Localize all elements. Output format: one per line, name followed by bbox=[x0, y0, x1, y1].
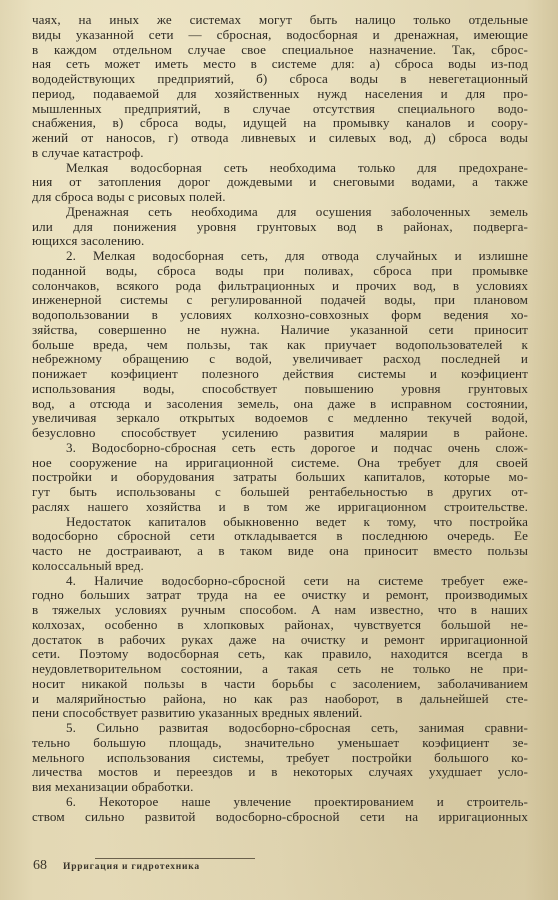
text-line: Дренажная сеть необходима для осушения заболоченных земель bbox=[66, 204, 528, 219]
text-line: использования воды, способствует повышению уровня грунтовых bbox=[32, 381, 528, 396]
text-line: ния от затопления дорог дождевыми и снеговыми водами, а также bbox=[32, 175, 528, 190]
text-line: поданной воды, сброса воды при поливах, сброса при промывке bbox=[32, 263, 528, 278]
text-line: ством сильно развитой водосборно-сбросной сети на ирригационных bbox=[32, 809, 528, 824]
text-line: неудовлетворительном состоянии, а такая сеть не только не при- bbox=[32, 662, 528, 676]
text-line: жений от наносов, г) отвода ливневых и силевых вод, д) сброса воды bbox=[32, 131, 528, 145]
text-line: водопользовании в условиях колхозно-совхозных форм ведения хо- bbox=[32, 308, 528, 322]
text-line: в каждом отдельном случае свое специальное назначение. Так, сброс- bbox=[32, 42, 528, 57]
text-line: мельного использования системы, требует постройки большого ко- bbox=[32, 750, 528, 765]
text-line: небрежному обращению с водой, увеличивает расход последней и bbox=[32, 352, 528, 367]
text-line: гут быть использованы с большей рентабельностью в других от- bbox=[32, 485, 528, 499]
text-line: ное сооружение на ирригационной системе. Она требует для своей bbox=[32, 455, 528, 470]
text-line: инженерной системы с регулированной подачей воды, при плановом bbox=[32, 293, 528, 308]
text-line: ная сеть может иметь место в системе для: а) сброса воды из-под bbox=[32, 57, 528, 72]
text-line: вододействующих предприятий, б) сброса воды в невегетационный bbox=[32, 72, 528, 86]
text-line: тельно большую площадь, значительно уменьшает коэфициент зе- bbox=[32, 735, 528, 750]
text-line: и малярийностью района, но как раз наоборот, в дальнейшей сте- bbox=[32, 691, 528, 706]
text-line: часто не достраивают, а в таком виде она приносит вместо пользы bbox=[32, 544, 528, 558]
footer-rule bbox=[95, 858, 255, 859]
text-line: колоссальный вред. bbox=[32, 558, 144, 573]
text-line: понижает коэфициент полезного действия системы и коэфициент bbox=[32, 367, 528, 381]
text-line: Недостаток капиталов обыкновенно ведет к тому, что постройка bbox=[66, 514, 528, 529]
text-line: водосборно сбросной сети откладывается в последнюю очередь. Ее bbox=[32, 529, 528, 544]
text-line: в случае катастроф. bbox=[32, 145, 144, 160]
text-line: безусловно способствует усилению развития малярии в районе. bbox=[32, 426, 528, 440]
text-line: мышленных предприятий, в случае отсутствия специального водо- bbox=[32, 101, 528, 116]
text-line: 5. Сильно развитая водосборно-сбросная сеть, занимая сравни- bbox=[66, 721, 528, 735]
text-line: снабжения, в) сброса воды, идущей на промывку каналов и соору- bbox=[32, 116, 528, 131]
page-footer bbox=[33, 858, 333, 878]
text-line: увеличивая зеркало открытых водоемов с медленно текучей водой, bbox=[32, 411, 528, 426]
text-line: достаток в рабочих руках даже на очистку и ремонт ирригационной bbox=[32, 632, 528, 647]
text-line: или для понижения уровня грунтовых вод в районах, подверга- bbox=[32, 219, 528, 234]
text-line: зяйства, совершенно не нужна. Наличие указанной сети приносит bbox=[32, 322, 528, 337]
text-line: 6. Некоторое наше увлечение проектированием и строитель- bbox=[66, 794, 528, 809]
footer-title: Ирригация и гидротехника bbox=[63, 862, 200, 872]
text-line: солончаков, всякого рода фильтрационных и прочих вод, в условиях bbox=[32, 278, 528, 293]
text-line: период, подаваемой для хозяйственных нужд населения и для про- bbox=[32, 86, 528, 101]
document-body bbox=[32, 13, 528, 824]
text-line: раслях нашего хозяйства и в том же ирригационном строительстве. bbox=[32, 499, 528, 514]
text-line: постройки и оборудования затраты больших капиталов, которые мо- bbox=[32, 470, 528, 485]
text-line: сети. Поэтому водосборная сеть, как правило, находится всегда в bbox=[32, 647, 528, 662]
text-line: для сброса воды с рисовых полей. bbox=[32, 190, 226, 204]
text-line: колхозах, особенно в хлопковых районах, чувствуется большой не- bbox=[32, 617, 528, 632]
text-line: вод, а отсюда и засоления земель, она даже в исправном состоянии, bbox=[32, 396, 528, 411]
text-line: чаях, на иных же системах могут быть налицо только отдельные bbox=[32, 13, 528, 27]
text-line: носит никакой пользы в части борьбы с засолением, заболачиванием bbox=[32, 676, 528, 691]
text-line: 2. Мелкая водосборная сеть, для отвода случайных и излишне bbox=[66, 249, 528, 263]
text-line: годно больших затрат труда на ее очистку и ремонт, производимых bbox=[32, 588, 528, 603]
text-line: виды указанной сети — сбросная, водосборная и дренажная, имеющие bbox=[32, 27, 528, 42]
text-line: в тяжелых условиях ручным способом. А нам известно, что в наших bbox=[32, 603, 528, 617]
text-line: больше вреда, чем пользы, так как приучает водопользователей к bbox=[32, 337, 528, 352]
text-line: пени способствует развитию указанных вредных явлений. bbox=[32, 706, 363, 721]
text-line: вия механизации обработки. bbox=[32, 780, 194, 794]
text-line: личества мостов и переездов и в некоторых случаях ухудшает усло- bbox=[32, 765, 528, 780]
text-line: 3. Водосборно-сбросная сеть есть дорогое и подчас очень слож- bbox=[66, 440, 528, 455]
text-line: 4. Наличие водосборно-сбросной сети на системе требует еже- bbox=[66, 573, 528, 588]
page-number: 68 bbox=[33, 858, 47, 873]
text-line: Мелкая водосборная сеть необходима только для предохране- bbox=[66, 160, 528, 175]
text-line: ющихся засолению. bbox=[32, 234, 145, 249]
